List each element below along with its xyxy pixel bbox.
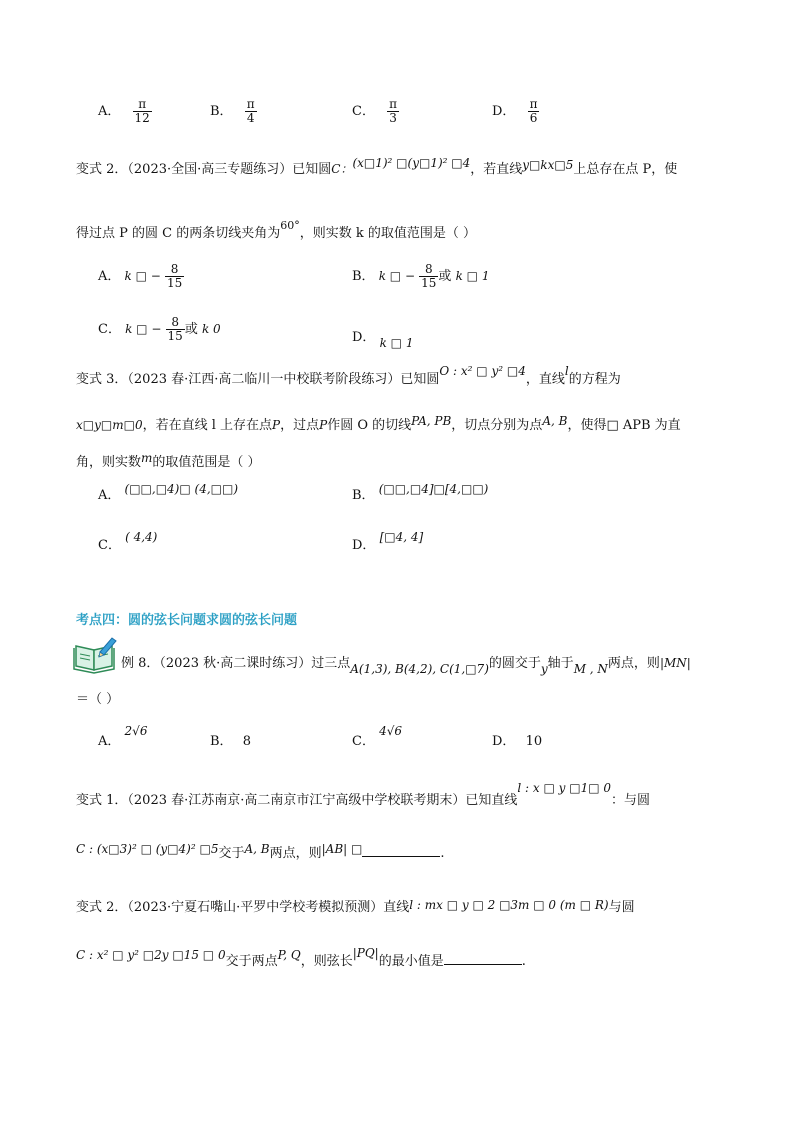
prev-option-a: A． $\frac{\pi}{12}$ bbox=[98, 97, 150, 126]
variant2-option-a: A． k □ − $\frac{8}{15}$ bbox=[98, 262, 183, 291]
variant1b-question-line2: C : (x□3)² □ (y□4)² □5交于A, B两点，则|AB| □ . bbox=[76, 842, 445, 861]
prev-option-c: C． $\frac{\pi}{3}$ bbox=[352, 97, 397, 126]
answer-blank-ab[interactable] bbox=[362, 844, 440, 857]
variant3-question-line1: 变式 3．（2023 春·江西·高二临川一中校联考阶段练习）已知圆O : x² □ y² □4，直线l的方程为 bbox=[76, 364, 621, 387]
answer-blank-pq[interactable] bbox=[444, 952, 522, 965]
variant2-option-c: C． k □ − $\frac{8}{15}$ 或 k 0 bbox=[98, 315, 221, 344]
example8-option-b: B． 8 bbox=[210, 734, 251, 749]
section-title: 考点四：圆的弦长问题求圆的弦长问题 bbox=[76, 613, 298, 628]
variant3-option-d: D． [□4, 4] bbox=[352, 530, 424, 553]
book-pencil-icon bbox=[72, 636, 118, 678]
example8-question-line2: ＝（ ） bbox=[76, 692, 120, 707]
variant2-option-d: D． k □ 1 bbox=[352, 330, 414, 350]
variant2-option-b: B． k □ − $\frac{8}{15}$ 或 k □ 1 bbox=[352, 262, 490, 291]
example8-option-a: A． 2√6 bbox=[98, 724, 148, 749]
variant3-option-a: A． (□□,□4)□ (4,□□) bbox=[98, 482, 238, 503]
variant2b-question-line1: 变式 2．（2023·宁夏石嘴山·平罗中学校考模拟预测）直线l : mx □ y □ 2 □3m □ 0 (m □ R)与圆 bbox=[76, 898, 635, 915]
variant2b-question-line2: C : x² □ y² □2y □15 □ 0交于两点P, Q，则弦长|PQ|的最小值是 . bbox=[76, 946, 526, 969]
prev-option-d: D． $\frac{\pi}{6}$ bbox=[492, 97, 538, 126]
variant3-option-c: C． ( 4,4) bbox=[98, 530, 158, 553]
example8-question-line1: 例 8．（2023 秋·高二课时练习）过三点A(1,3), B(4,2), C(1,□7)的圆交于y轴于M , N两点，则|MN| bbox=[121, 656, 691, 676]
example8-option-d: D． 10 bbox=[492, 734, 543, 749]
example8-option-c: C． 4√6 bbox=[352, 724, 403, 749]
variant3-question-line2: x□y□m□0，若在直线 l 上存在点P，过点P作圆 O 的切线PA, PB，切点分别为点A, B，使得□ APB 为直 bbox=[76, 414, 681, 433]
variant3-question-line3: 角，则实数m的取值范围是（ ） bbox=[76, 451, 261, 470]
variant1b-question-line1: 变式 1．（2023 春·江苏南京·高二南京市江宁高级中学校联考期末）已知直线l : x □ y □1□ 0：与圆 bbox=[76, 781, 651, 808]
variant2-question-line1: 变式 2．（2023·全国·高三专题练习）已知圆C：(x□1)² □(y□1)² □4，若直线y□kx□5上总存在点 P，使 bbox=[76, 156, 678, 177]
variant3-option-b: B． (□□,□4]□[4,□□) bbox=[352, 482, 489, 503]
prev-option-b: B． $\frac{\pi}{4}$ bbox=[210, 97, 255, 126]
variant2-question-line2: 得过点 P 的圆 C 的两条切线夹角为$^{60^\circ}$，则实数 k 的取值范围是（ ） bbox=[76, 219, 477, 241]
